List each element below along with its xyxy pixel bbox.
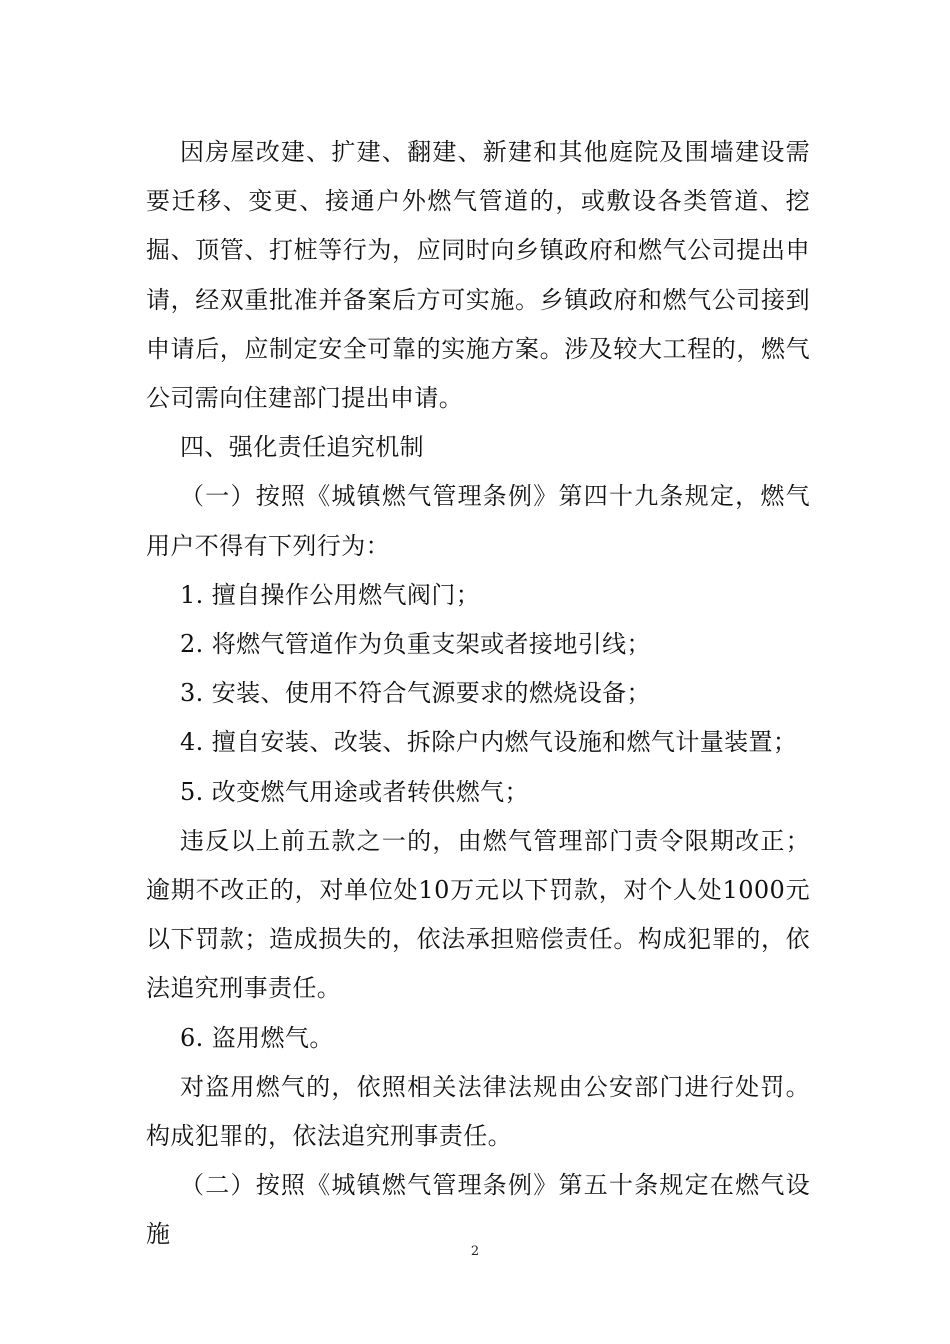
document-body: [146, 128, 810, 1260]
list-item-1: 1. 擅自操作公用燃气阀门；: [180, 580, 481, 609]
paragraph-article-50: （二）按照《城镇燃气管理条例》第五十条规定在燃气设施: [146, 1171, 810, 1249]
list-item-2: 2. 将燃气管道作为负重支架或者接地引线；: [180, 630, 651, 659]
list-item-3: 3. 安装、使用不符合气源要求的燃烧设备；: [180, 679, 651, 708]
list-item-6: 6. 盗用燃气。: [180, 1023, 334, 1052]
list-item-5: 5. 改变燃气用途或者转供燃气；: [180, 777, 529, 806]
paragraph-article-49-intro: （一）按照《城镇燃气管理条例》第四十九条规定，燃气用户不得有下列行为：: [146, 482, 810, 560]
list-item-4: 4. 擅自安装、改装、拆除户内燃气设施和燃气计量装置；: [180, 728, 798, 757]
paragraph-penalties: 违反以上前五款之一的，由燃气管理部门责令限期改正；逾期不改正的，对单位处10万元以下罚款，对个人处1000元以下罚款；造成损失的，依法承担赔偿责任。构成犯罪的，依法追究刑事责任。: [146, 826, 810, 1003]
paragraph-gas-theft-penalty: 对盗用燃气的，依照相关法律法规由公安部门进行处罚。构成犯罪的，依法追究刑事责任。: [146, 1072, 810, 1151]
section-heading-accountability: 四、强化责任追究机制: [180, 433, 424, 462]
page-number: 2: [470, 1244, 480, 1259]
paragraph-relocation-application: 因房屋改建、扩建、翻建、新建和其他庭院及围墙建设需要迁移、变更、接通户外燃气管道的，或敷设各类管道、挖掘、顶管、打桩等行为，应同时向乡镇政府和燃气公司提出申请，经双重批准并备案后方可实施。乡镇政府和燃气公司接到申请后，应制定安全可靠的实施方案。涉及较大工程的，燃气公司需向住建部门提出申请。: [146, 138, 810, 413]
